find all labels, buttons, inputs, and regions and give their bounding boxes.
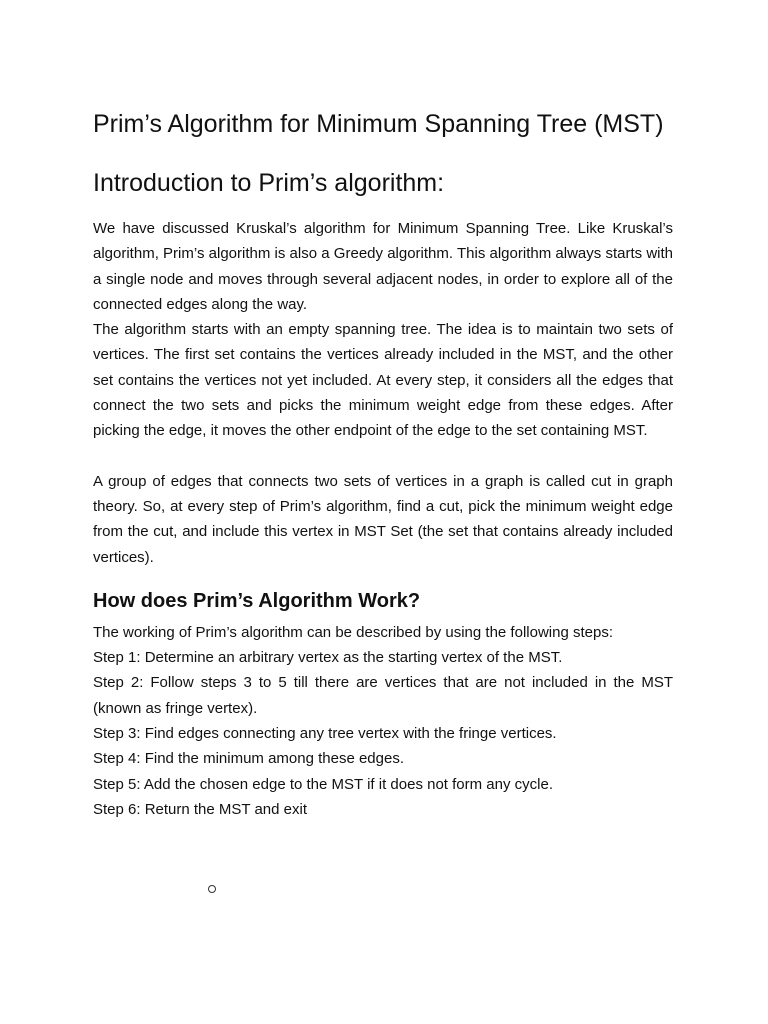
step-2: Step 2: Follow steps 3 to 5 till there are vertices that are not included in the MST (known as fringe vertex). [93, 674, 673, 717]
step-4: Step 4: Find the minimum among these edges. [93, 750, 405, 768]
step-5: Step 5: Add the chosen edge to the MST if it does not form any cycle. [93, 775, 553, 793]
step-1: Step 1: Determine an arbitrary vertex as the starting vertex of the MST. [93, 649, 563, 667]
steps-section [93, 620, 673, 822]
intro-paragraph-1: We have discussed Kruskal’s algorithm for Minimum Spanning Tree. Like Kruskal’s algorithm, Prim’s algorithm is also a Greedy algorithm. This algorithm always starts with a single node and moves through several adjacent nodes, in order to explore all of the connected edges along the way. [93, 220, 673, 313]
how-heading: How does Prim’s Algorithm Work? [93, 589, 421, 612]
document-title: Prim’s Algorithm for Minimum Spanning Tree (MST) [93, 110, 664, 138]
step-6: Step 6: Return the MST and exit [93, 800, 308, 818]
intro-heading: Introduction to Prim’s algorithm: [93, 169, 445, 197]
intro-section [93, 216, 673, 570]
how-intro: The working of Prim’s algorithm can be described by using the following steps: [93, 623, 613, 641]
intro-paragraph-3: A group of edges that connects two sets of vertices in a graph is called cut in graph theory. So, at every step of Prim’s algorithm, find a cut, pick the minimum weight edge from the cut, and include this vertex in MST Set (the set that contains already included vertices). [93, 472, 673, 566]
step-3: Step 3: Find edges connecting any tree vertex with the fringe vertices. [93, 725, 557, 743]
intro-paragraph-2: The algorithm starts with an empty spanning tree. The idea is to maintain two sets of vertices. The first set contains the vertices already included in the MST, and the other set contains the vertices not yet included. At every step, it considers all the edges that connect the two sets and picks the minimum weight edge from these edges. After picking the edge, it moves the other endpoint of the edge to the set containing MST. [93, 321, 673, 440]
paragraph-gap [93, 444, 673, 469]
document-body [93, 108, 673, 822]
empty-bullet-icon [208, 885, 216, 893]
